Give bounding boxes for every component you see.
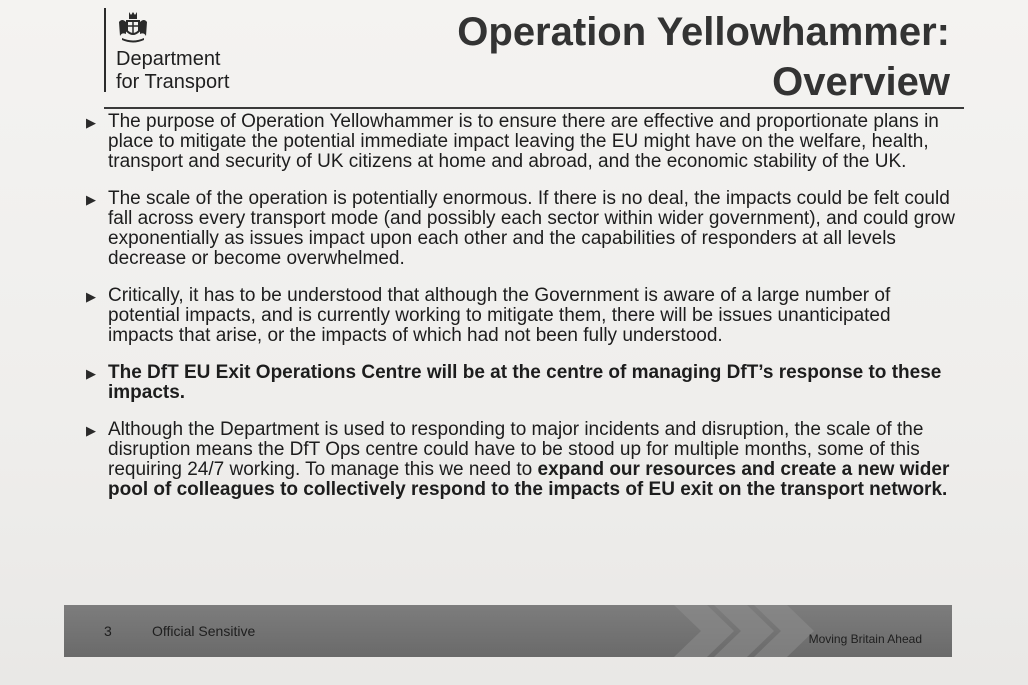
slide-title: Operation Yellowhammer: <box>457 10 950 54</box>
triangle-right-icon: ▶ <box>86 115 96 130</box>
bullet-item-operations-centre <box>86 363 956 403</box>
header-divider <box>104 107 964 109</box>
bullet-item-resources <box>86 420 956 500</box>
page-number: 3 <box>104 623 112 639</box>
bullet-text: Critically, it has to be understood that although the Government is aware of a large number of potential impacts, and is currently working to mitigate them, there will be issues unanticipated impacts that arise, or the impacts of which had not been fully understood. <box>108 285 891 346</box>
bullet-item-scale <box>86 189 956 269</box>
bullet-text <box>108 419 949 500</box>
bullet-text: The purpose of Operation Yellowhammer is to ensure there are effective and proportionate plans in place to mitigate the potential immediate impact leaving the EU might have on the welfare, health, transport and security of UK citizens at home and abroad, and the economic stability of the UK. <box>108 111 939 172</box>
triangle-right-icon: ▶ <box>86 423 96 438</box>
triangle-right-icon: ▶ <box>86 366 96 381</box>
footer-bar <box>64 605 952 657</box>
bullet-text: The DfT EU Exit Operations Centre will be at the centre of managing DfT’s response to these impacts. <box>108 362 942 403</box>
bullet-text: The scale of the operation is potentially enormous. If there is no deal, the impacts could be felt could fall across every transport mode (and possibly each sector within wider government), and could grow exponentially as issues impact upon each other and the capabilities of responders at all levels decrease or become overwhelmed. <box>108 188 955 269</box>
bullet-text-bold: expand our resources and create a new wider pool of colleagues to collectively respond to the impacts of EU exit on the transport network. <box>108 459 950 500</box>
bullet-text-plain: Although the Department is used to responding to major incidents and disruption, the scale of the disruption means the DfT Ops centre could have to be stood up for multiple months, some of this requiring 24/7 working. To manage this we need to <box>108 419 924 480</box>
bullet-item-purpose <box>86 112 956 172</box>
footer-motto: Moving Britain Ahead <box>808 632 922 646</box>
bullet-list <box>86 112 956 517</box>
bullet-item-critically <box>86 286 956 346</box>
royal-coat-of-arms-icon <box>116 10 150 44</box>
department-name-line2: for Transport <box>116 71 230 93</box>
slide-subtitle: Overview <box>772 60 950 104</box>
triangle-right-icon: ▶ <box>86 289 96 304</box>
department-name-line1: Department <box>116 48 221 70</box>
triangle-right-icon: ▶ <box>86 192 96 207</box>
classification-label: Official Sensitive <box>152 623 256 639</box>
department-logo <box>104 8 254 92</box>
